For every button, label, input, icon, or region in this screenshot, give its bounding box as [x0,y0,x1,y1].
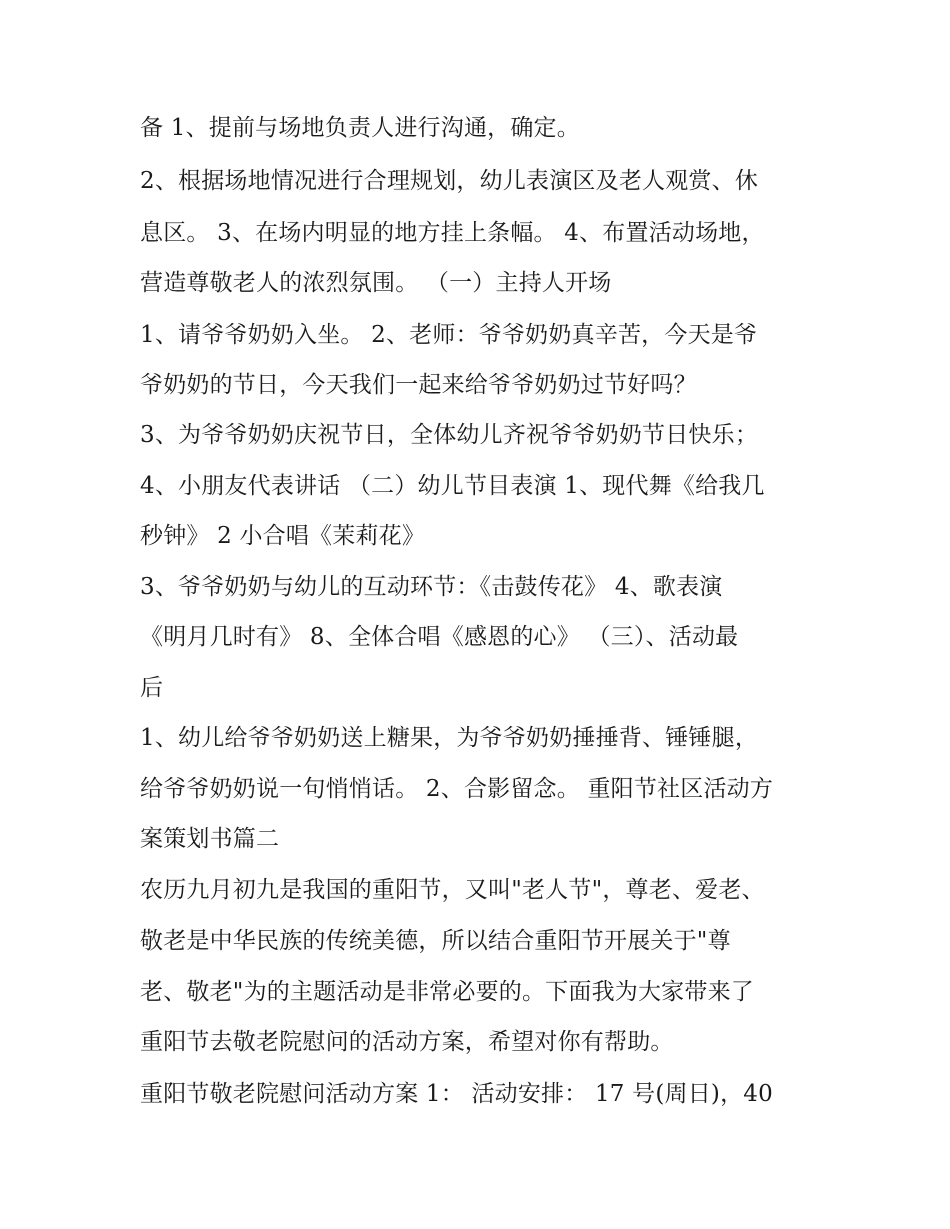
text-line: 案策划书篇二 [140,826,280,852]
text-line: 4、小朋友代表讲话 （二）幼儿节目表演 1、现代舞《给我几 [140,473,765,499]
text-line: 后 [140,675,164,701]
text-line: 2、根据场地情况进行合理规划，幼儿表演区及老人观赏、休 [140,168,759,194]
text-line: 老、敬老"为的主题活动是非常必要的。下面我为大家带来了 [140,979,754,1005]
text-line: 息区。 3、在场内明显的地方挂上条幅。 4、布置活动场地， [140,220,765,246]
text-line: 秒钟》 2 小合唱《茉莉花》 [140,523,426,549]
text-line: 1、幼儿给爷爷奶奶送上糖果，为爷爷奶奶捶捶背、锤锤腿， [140,725,759,751]
text-line: 给爷爷奶奶说一句悄悄话。 2、合影留念。 重阳节社区活动方 [140,776,774,802]
text-line: 营造尊敬老人的浓烈氛围。 （一）主持人开场 [140,270,612,296]
text-line: 敬老是中华民族的传统美德，所以结合重阳节开展关于"尊 [140,928,731,954]
text-line: 3、爷爷奶奶与幼儿的互动环节：《击鼓传花》 4、歌表演 [140,574,723,600]
text-line: 爷奶奶的节日，今天我们一起来给爷爷奶奶过节好吗？ [140,372,697,398]
text-line: 3、为爷爷奶奶庆祝节日，全体幼儿齐祝爷爷奶奶节日快乐； [140,422,759,448]
text-line: 重阳节敬老院慰问活动方案 1： 活动安排： 17 号(周日)，40 [140,1081,773,1107]
text-line: 备 1、提前与场地负责人进行沟通，确定。 [140,115,580,141]
text-line: 1、请爷爷奶奶入坐。 2、老师：爷爷奶奶真辛苦，今天是爷 [140,322,758,348]
text-line: 重阳节去敬老院慰问的活动方案，希望对你有帮助。 [140,1029,674,1055]
text-line: 农历九月初九是我国的重阳节，又叫"老人节"，尊老、爱老、 [140,877,765,903]
text-line: 《明月几时有》 8、全体合唱《感恩的心》 （三）、活动最 [140,624,739,650]
